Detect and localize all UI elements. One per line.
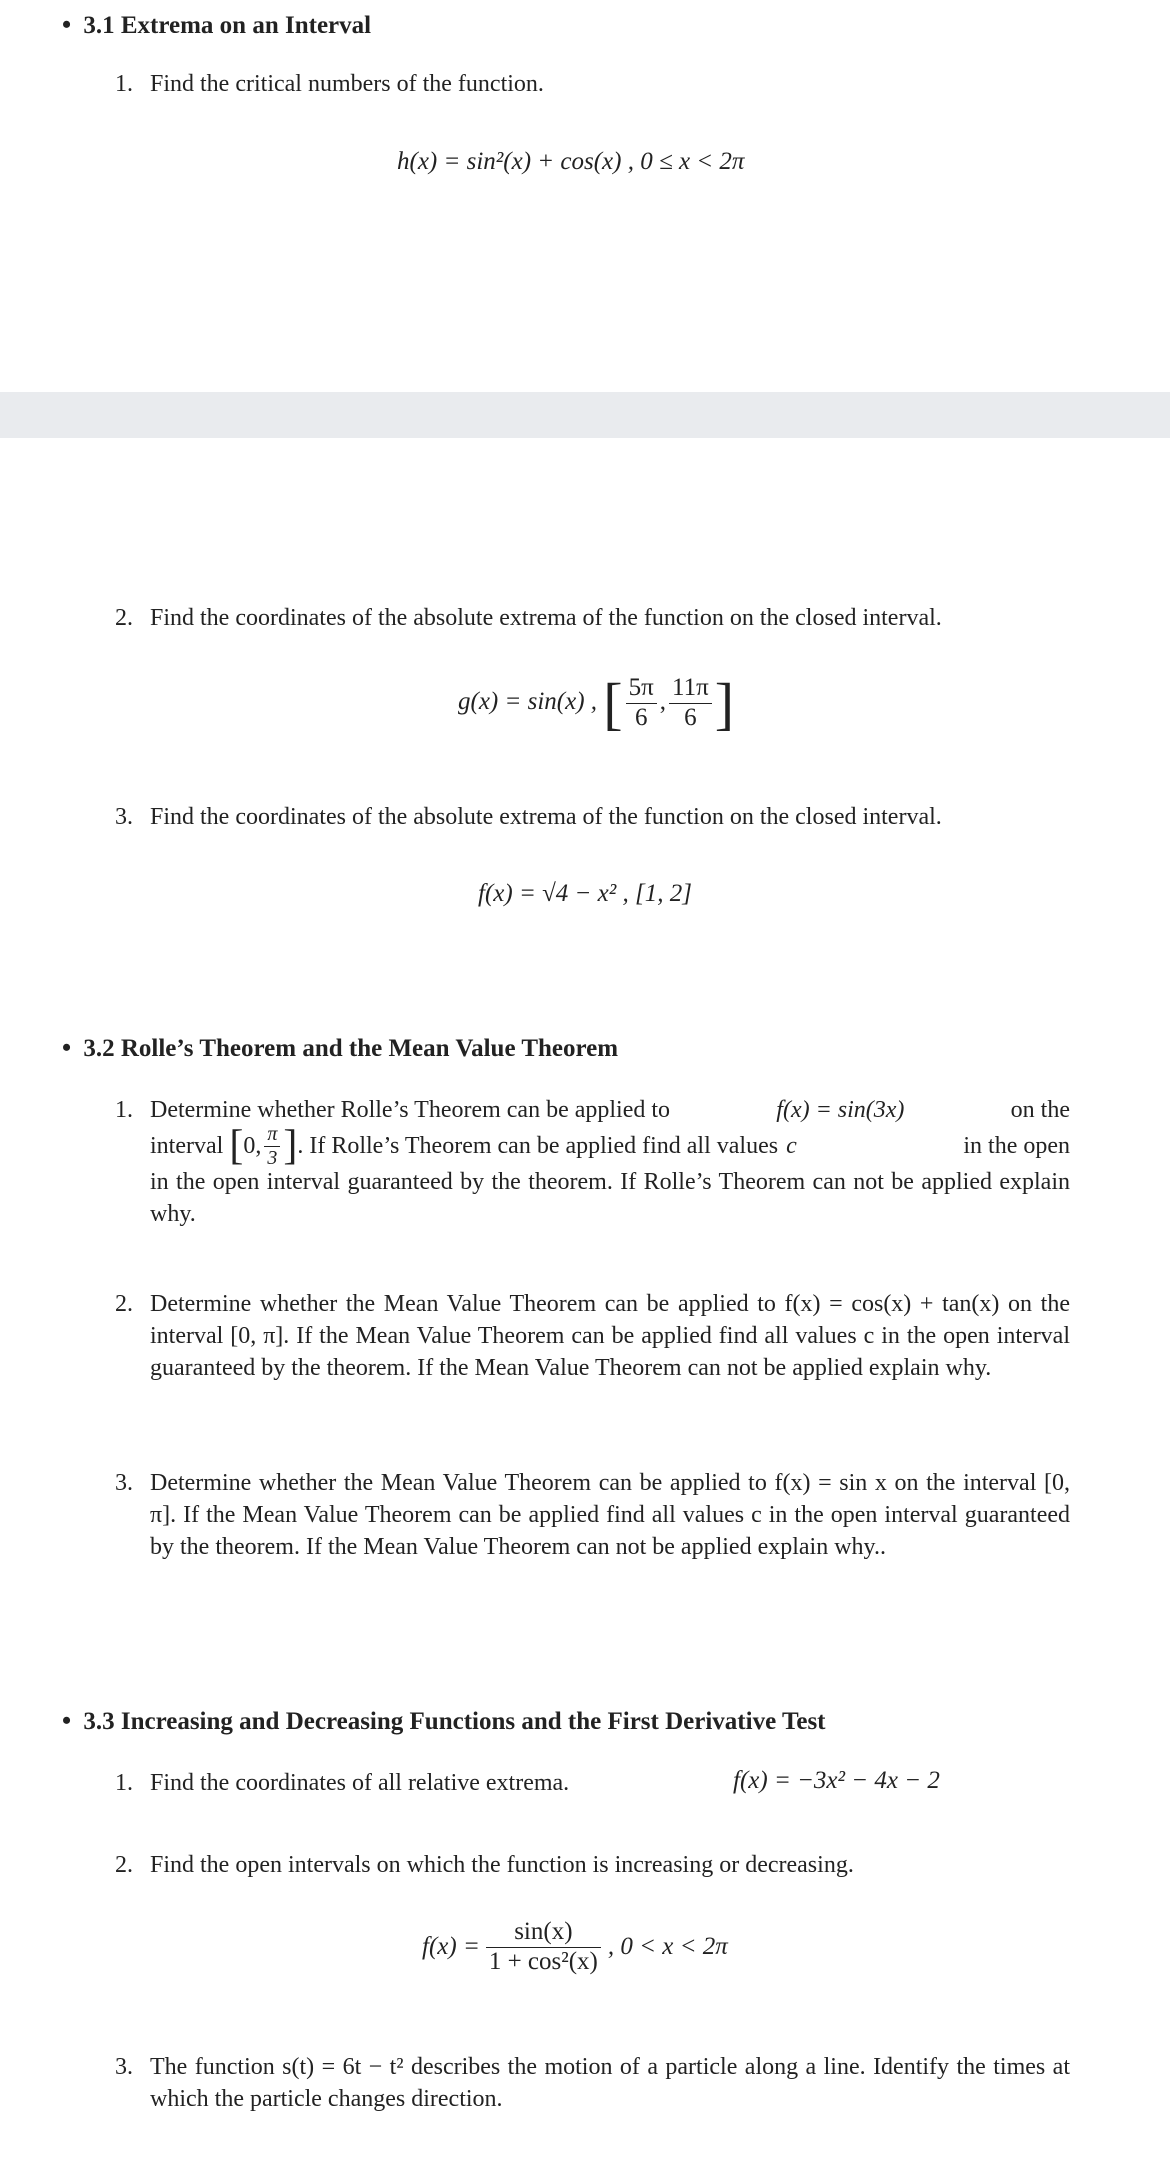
- problem-3-3-3: [115, 2051, 1075, 2121]
- problem-3-1-1: [115, 68, 1075, 102]
- bullet-icon: •: [62, 1706, 72, 1735]
- bullet-icon: •: [62, 1033, 72, 1062]
- fraction-sin-over-cos: $\frac{\sin(x)}{\text{1 + cos²(x)}}$: [486, 1918, 601, 1977]
- equation-h: [397, 148, 744, 176]
- equation-f-quadratic: [733, 1767, 940, 1795]
- problem-3-1-3: [115, 801, 1075, 835]
- bullet-icon: •: [62, 10, 72, 39]
- equation-domain: , 0 < x < 2π: [607, 1933, 728, 1961]
- item-text: Determine whether the Mean Value Theorem can be applied to f(x) = cos(x) + tan(x) on the interval [0, π]. If the Mean Value Theorem can be applied find all values c in the open interval guaranteed by the theorem. If the Mean Value Theorem can not be applied explain why.: [150, 1291, 1070, 1381]
- item-number: 2.: [115, 605, 133, 631]
- equation-lhs: f(x) =: [422, 1933, 480, 1961]
- section-3-3-heading: [62, 1706, 826, 1736]
- right-bracket-icon: ]: [283, 1123, 298, 1169]
- item-text: Find the open intervals on which the function is increasing or decreasing.: [150, 1852, 854, 1878]
- equation-g: g(x) = sin(x) , [ $\frac{5\pi}{6}$ , $\frac{11\pi}{6}$ ]: [458, 671, 735, 736]
- equation-text: f(x) = √4 − x² , [1, 2]: [478, 880, 692, 907]
- item-text-b: on the: [1010, 1097, 1070, 1123]
- rolle-interval: [ 0, $\frac{\pi}{3}$ ]: [229, 1122, 298, 1169]
- item-number: 1.: [115, 71, 133, 97]
- item-text: Find the coordinates of the absolute extrema of the function on the closed interval.: [150, 605, 942, 631]
- equation-f-fraction: [422, 1918, 728, 1977]
- item-text-d: . If Rolle’s Theorem can be applied find all values: [297, 1133, 779, 1159]
- item-number: 1.: [115, 1097, 133, 1123]
- item-number: 3.: [115, 2054, 133, 2080]
- fraction-5pi-6: $\frac{5\pi}{6}$: [626, 674, 657, 733]
- left-bracket-icon: [: [603, 671, 623, 736]
- problem-3-2-2: [115, 1288, 1075, 1428]
- rolle-c: c: [786, 1133, 797, 1159]
- rolle-function: f(x) = sin(3x): [776, 1097, 905, 1123]
- item-text: Determine whether the Mean Value Theorem can be applied to f(x) = sin x on the interval [0, π]. If the Mean Value Theorem can be applied find all values c in the open interval guaranteed by the theorem. If the Mean Value Theorem can not be applied explain why..: [150, 1470, 1070, 1560]
- right-bracket-icon: ]: [714, 671, 735, 736]
- fraction-11pi-6: $\frac{11\pi}{6}$: [669, 674, 712, 733]
- problem-3-2-3: [115, 1467, 1075, 1607]
- problem-3-1-2: [115, 602, 1075, 636]
- equation-lhs: g(x) = sin(x) ,: [458, 688, 598, 716]
- item-number: 1.: [115, 1770, 133, 1796]
- item-text-e: in the open interval guaranteed by the theorem. If Rolle’s Theorem can not be applied explain why.: [150, 1169, 1070, 1227]
- item-text-a: Determine whether Rolle’s Theorem can be applied to: [150, 1097, 671, 1123]
- problem-3-2-1: 1. Determine whether Rolle’s Theorem can be applied to f(x) = sin(3x) on the interval [ 0, $\frac{\pi}{3}$ ] . If Rolle’s Theorem can be applied find all values c in the open in the open interval guaranteed by the theorem. If Rolle’s Theorem can not be applied explain why.: [115, 1094, 1075, 1234]
- equation-f-sqrt: [478, 880, 692, 908]
- section-title: 3.2 Rolle’s Theorem and the Mean Value Theorem: [83, 1035, 619, 1062]
- problem-3-3-2: [115, 1849, 1075, 1883]
- item-number: 2.: [115, 1852, 133, 1878]
- left-bracket-icon: [: [229, 1123, 244, 1169]
- item-text: Find the coordinates of all relative extrema.: [150, 1770, 570, 1796]
- item-number: 3.: [115, 1470, 133, 1496]
- section-title: 3.1 Extrema on an Interval: [83, 12, 372, 39]
- section-title: 3.3 Increasing and Decreasing Functions and the First Derivative Test: [83, 1708, 826, 1735]
- item-number: 2.: [115, 1291, 133, 1317]
- equation-text: h(x) = sin²(x) + cos(x) , 0 ≤ x < 2π: [397, 148, 745, 175]
- item-text: Find the coordinates of the absolute extrema of the function on the closed interval.: [150, 804, 942, 830]
- equation-text: f(x) = −3x² − 4x − 2: [733, 1767, 940, 1794]
- gray-divider-band: [0, 392, 1170, 438]
- section-3-1-heading: [62, 10, 371, 40]
- item-text: The function s(t) = 6t − t² describes the motion of a particle along a line. Identify the times at which the particle changes direction.: [150, 2054, 1070, 2112]
- item-number: 3.: [115, 804, 133, 830]
- item-text-c: interval: [150, 1133, 224, 1159]
- item-text: Find the critical numbers of the function.: [150, 71, 544, 97]
- section-3-2-heading: [62, 1033, 618, 1063]
